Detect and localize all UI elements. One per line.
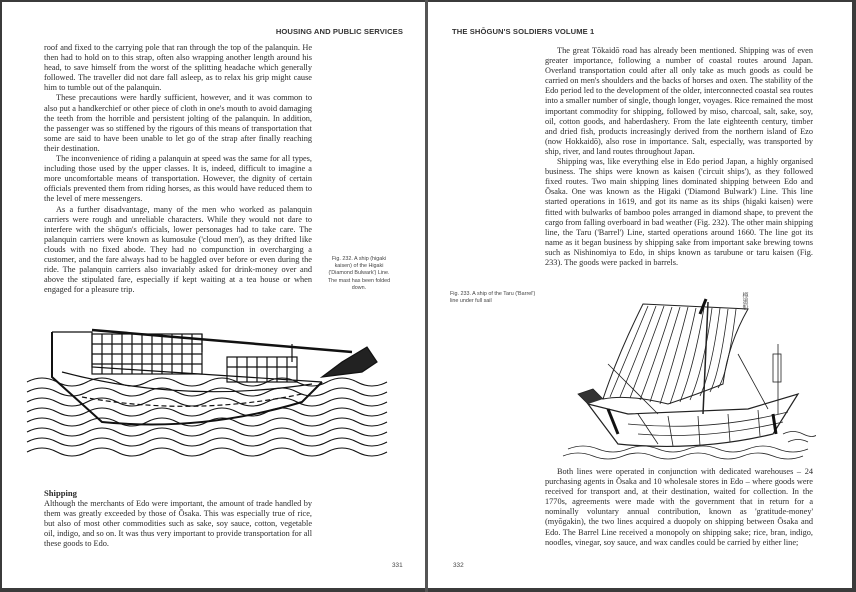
body-text-top	[545, 46, 813, 268]
figure-232-caption: Fig. 232. A ship (higaki kaisen) of the Higaki ('Diamond Bulwark') Line. The mast has been folded down.	[327, 256, 391, 291]
body-text-top	[44, 43, 312, 295]
paragraph: Both lines were operated in conjunction with dedicated warehouses – 24 purchasing agents in Ōsaka and 10 wholesale stores in Edo – where goods were received for transport and, at their destination, waited for collection. In the 1770s, agreements were made with the government that in return for a nominally voluntary annual contribution, known as 'gratitude-money' (myōgakin), the two lines acquired a duopoly on shipping between Ōsaka and Edo. The Barrel Line received a monopoly on shipping sake; rice, bran, indigo, noodles, vinegar, soy sauce, and wax candles could be carried by either line;	[545, 467, 813, 547]
body-text-bottom	[545, 467, 813, 548]
paragraph: Shipping was, like everything else in Edo period Japan, a highly organised business. The ships were known as kaisen ('circuit ships'), as they followed fixed routes. Two main shipping lines dominated shipping between Edo and Ōsaka. One was known as the Higaki ('Diamond Bulwark') Line. This line started operations in 1619, and got its name as its ships (higaki kaisen) were fitted with bulwarks of bamboo poles arranged in diamond shape, to prevent the cargo from falling overboard in bad weather (Fig. 232). The other main shipping line, the Taru ('Barrel') Line, started operations around 1660. The line got its name as it began business by shipping sake from important sake brewing towns such as Nishinomiya to Edo, in ships known as tarubune or taru kaisen (Fig. 233). The goods were packed in barrels.	[545, 157, 813, 267]
paragraph: These precautions were hardly sufficient, however, and it was common to also put a handkerchief or other piece of cloth in one's mouth to avoid damaging the teeth from the horrible and persistent jolting of the palanquin. In addition, the passenger was so stiffened by the rigours of this means of transportation that some are said to have been unable to let go of the strap after finally reaching their destination.	[44, 93, 312, 153]
page-number: 332	[453, 562, 464, 569]
body-text-bottom	[44, 488, 312, 550]
section-heading-shipping: Shipping	[44, 488, 77, 498]
paragraph: As a further disadvantage, many of the men who worked as palanquin carriers were rough and unreliable characters. While they would not dare to interfere with the shōgun's officials, lower personages had to take care. The palanquin carriers were known as kumosuke ('cloud men'), as they drifted like clouds with no fixed abode. They had no compunction in overcharging a customer, and the fare always had to be haggled over before or even during the ride. The palanquin carriers also invariably asked for drink-money over and above the stipulated fare, especially if kept waiting at a tea house or when engaged for a pleasure trip.	[44, 204, 312, 295]
paragraph: roof and fixed to the carrying pole that ran through the top of the palanquin. He then had to hold on to this strap, often also wrapping another length around his head, to save himself from the worst of the splitting headache which generally followed. The traveller did not dare fall asleep, as to relax his grip might cause him to tumble out of the palanquin.	[44, 43, 312, 93]
paragraph: Although the merchants of Edo were important, the amount of trade handled by them was greatly exceeded by those of Ōsaka. This was especially true of rice, but also of most other commodities such as sake, soy sauce, cotton, vegetable oil, indigo, and so on. It was thus very important to provide transportation for all these goods to Edo.	[44, 499, 312, 549]
figure-233-caption: Fig. 233. A ship of the Taru ('Barrel') line under full sail	[450, 291, 536, 305]
taru-ship-illustration	[548, 284, 816, 462]
running-head: THE SHŌGUN'S SOLDIERS VOLUME 1	[452, 27, 595, 36]
higaki-ship-illustration	[22, 322, 394, 457]
paragraph: The inconvenience of riding a palanquin at speed was the same for all types, including those used by the upper classes. It is, indeed, difficult to imagine a more uncomfortable means of transportation. However, the dignity of certain officials prevented them from riding horses, as this would have reduced them to the level of mere messengers.	[44, 154, 312, 204]
running-head: HOUSING AND PUBLIC SERVICES	[275, 27, 403, 36]
page-332	[428, 2, 852, 588]
paragraph: The great Tōkaidō road has already been mentioned. Shipping was of even greater importance, following a number of coastal routes around Japan. Overland transportation could after all only take as much goods as could be carried on men's shoulders and the backs of horses and oxen. The stability of the Edo period led to the development of the older, interconnected coastal sea routes into a smaller number of single, though longer, voyages. Rice remained the most important commodity for shipping, followed by miso, charcoal, salt, sake, soy, oil, cotton goods, and haberdashery. From the late eighteenth century, timber and dried fish, products increasingly derived from the northern island of Ezo (now Hokkaidō), also rose in importance. Salt, especially, was transported by ship, river, and land routes throughout Japan.	[545, 46, 813, 156]
japanese-inscription: 樽廻船	[741, 292, 747, 310]
page-331	[2, 2, 425, 588]
page-number: 331	[392, 562, 403, 569]
